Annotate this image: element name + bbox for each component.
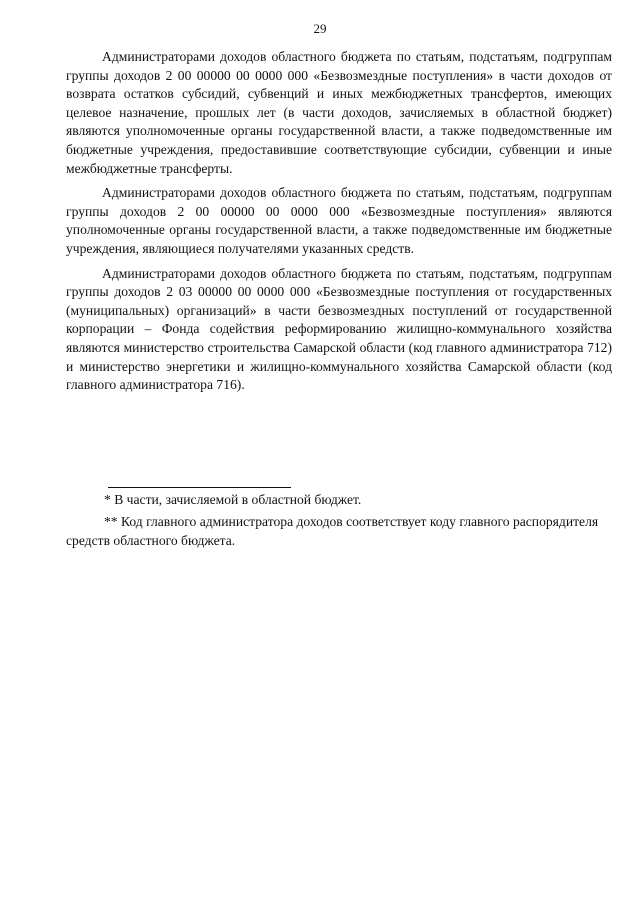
paragraph-3: Администраторами доходов областного бюджета по статьям, подстатьям, подгруппам группы доходов 2 03 00000 00 0000 000 «Безвозмездные поступления от государственных (муниципальных) организаций» в части безвозмездных поступлений от государственной корпорации – Фонда содействия реформированию жилищно-коммунального хозяйства являются министерство строительства Самарской области (код главного администратора 712) и министерство энергетики и жилищно-коммунального хозяйства Самарской области (код главного администратора 716). [66, 265, 612, 393]
footnotes [66, 490, 612, 553]
page-number: 29 [313, 21, 327, 36]
paragraph-1: Администраторами доходов областного бюджета по статьям, подстатьям, подгруппам группы доходов 2 00 00000 00 0000 000 «Безвозмездные поступления» в части доходов от возврата остатков субсидий, субвенций и иных межбюджетных трансфертов, имеющих целевое назначение, прошлых лет (в части доходов, зачисляемых в областной бюджет) являются уполномоченные органы государственной власти, а также подведомственные им бюджетные учреждения, предоставившие соответствующие субсидии, субвенции и иные межбюджетные трансферты. [66, 49, 612, 176]
footnote-separator [108, 487, 291, 488]
footnote-2: ** Код главного администратора доходов соответствует коду главного распорядителя средств областного бюджета. [66, 514, 599, 548]
footnote-1: * В части, зачисляемой в областной бюджет. [104, 492, 362, 507]
paragraph-2: Администраторами доходов областного бюджета по статьям, подстатьям, подгруппам группы доходов 2 00 00000 00 0000 000 «Безвозмездные поступления» являются уполномоченные органы государственной власти, а также подведомственные им бюджетные учреждения, являющиеся получателями указанных средств. [66, 185, 612, 256]
document-body [66, 48, 612, 401]
